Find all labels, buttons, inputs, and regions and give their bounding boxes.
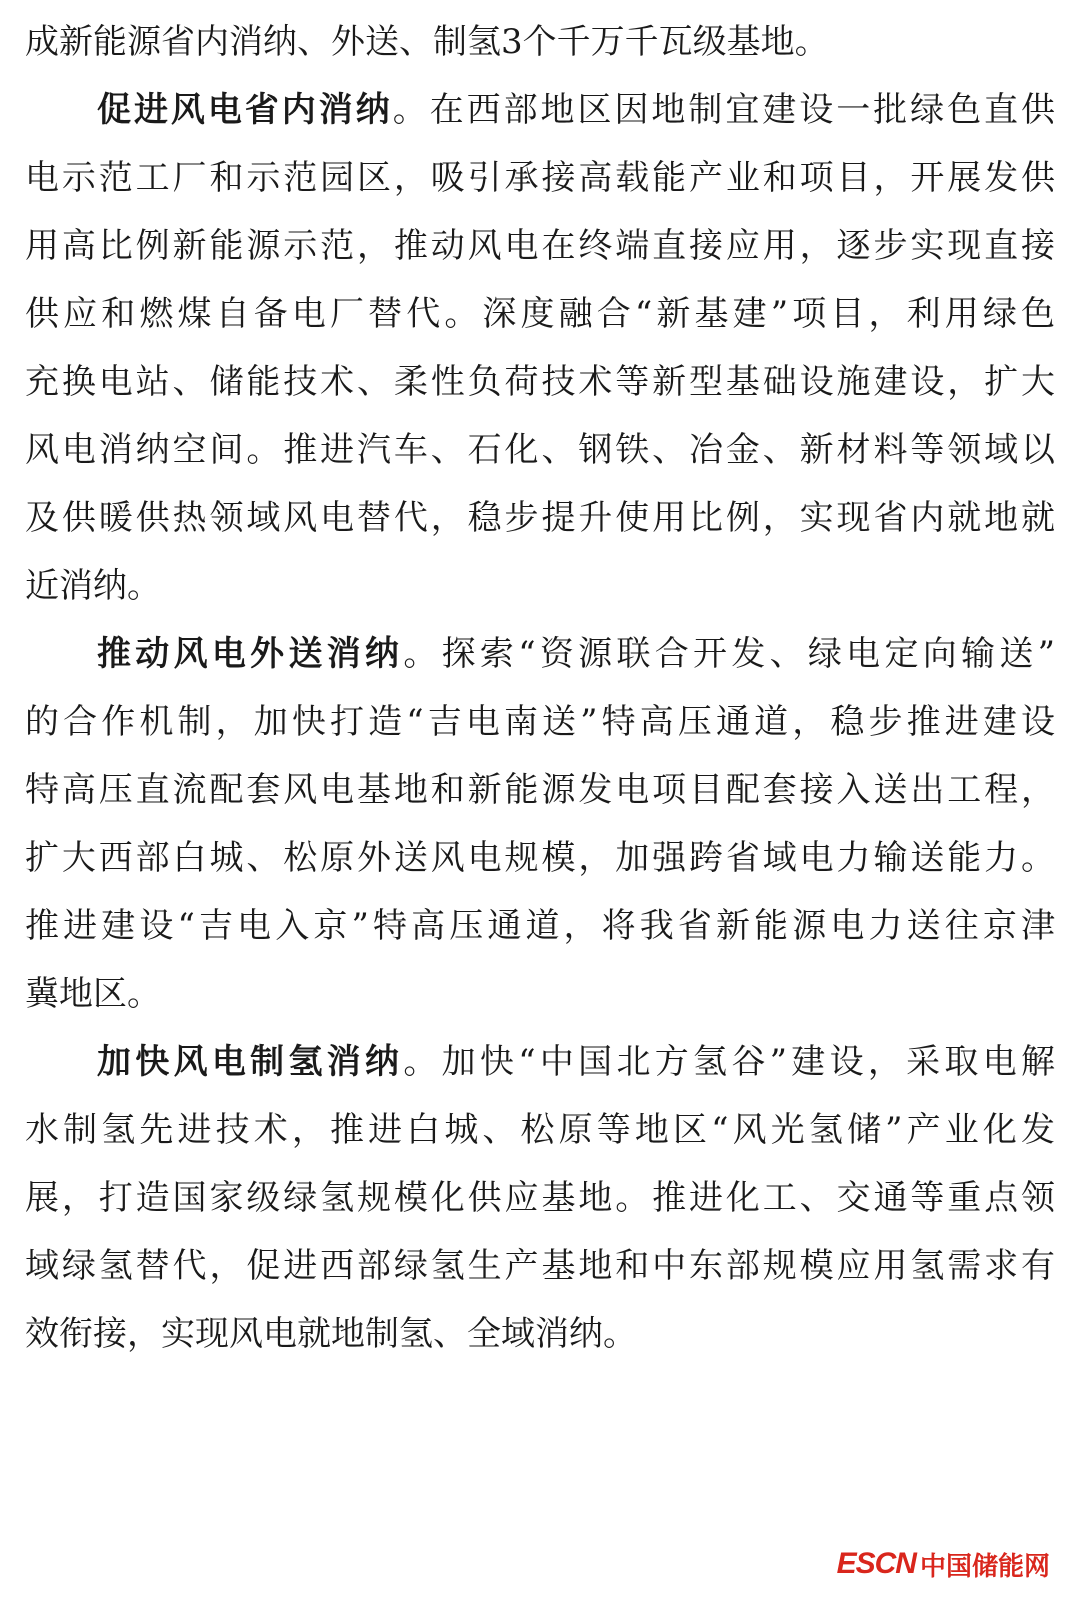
text-line: 展，打造国家级绿氢规模化供应基地。推进化工、交通等重点领 xyxy=(25,1178,1055,1218)
text-line: 特高压直流配套风电基地和新能源发电项目配套接入送出工程， xyxy=(25,770,1055,810)
text-span: 。在西部地区因地制宜建设一批绿色直供 xyxy=(392,90,1055,130)
text-line: 风电消纳空间。推进汽车、石化、钢铁、冶金、新材料等领域以 xyxy=(25,430,1055,470)
text-line: 水制氢先进技术，推进白城、松原等地区“风光氢储”产业化发 xyxy=(25,1110,1055,1150)
text-line: 供应和燃煤自备电厂替代。深度融合“新基建”项目，利用绿色 xyxy=(25,294,1055,334)
text-line: 效衔接，实现风电就地制氢、全域消纳。 xyxy=(25,1314,637,1354)
text-line: 域绿氢替代，促进西部绿氢生产基地和中东部规模应用氢需求有 xyxy=(25,1246,1055,1286)
paragraph-lead: 加快风电制氢消纳 xyxy=(97,1042,404,1082)
text-line: 近消纳。 xyxy=(25,566,161,606)
text-line: 冀地区。 xyxy=(25,974,161,1014)
text-line: 及供暖供热领域风电替代，稳步提升使用比例，实现省内就地就 xyxy=(25,498,1055,538)
text-line: 推进建设“吉电入京”特高压通道，将我省新能源电力送往京津 xyxy=(25,906,1055,946)
logo-chinese-text: 中国储能网 xyxy=(919,1550,1050,1581)
text-line: 充换电站、储能技术、柔性负荷技术等新型基础设施建设，扩大 xyxy=(25,362,1055,402)
paragraph-heading-line xyxy=(25,620,1055,688)
logo-latin-text: ESCN xyxy=(836,1547,916,1580)
text-line: 的合作机制，加快打造“吉电南送”特高压通道，稳步推进建设 xyxy=(25,702,1055,742)
paragraph-heading-line xyxy=(25,76,1055,144)
text-line: 电示范工厂和示范园区，吸引承接高载能产业和项目，开展发供 xyxy=(25,158,1055,198)
paragraph-lead: 推动风电外送消纳 xyxy=(97,634,404,674)
text-line: 成新能源省内消纳、外送、制氢3个千万千瓦级基地。 xyxy=(25,22,829,62)
escn-logo xyxy=(837,1544,1050,1584)
text-line: 用高比例新能源示范，推动风电在终端直接应用，逐步实现直接 xyxy=(25,226,1055,266)
paragraph-lead: 促进风电省内消纳 xyxy=(97,90,393,130)
text-line: 扩大西部白城、松原外送风电规模，加强跨省域电力输送能力。 xyxy=(25,838,1055,878)
paragraph-heading-line xyxy=(25,1028,1055,1096)
text-span: 。加快“中国北方氢谷”建设，采取电解 xyxy=(403,1042,1055,1082)
text-span: 。探索“资源联合开发、绿电定向输送” xyxy=(403,634,1055,674)
